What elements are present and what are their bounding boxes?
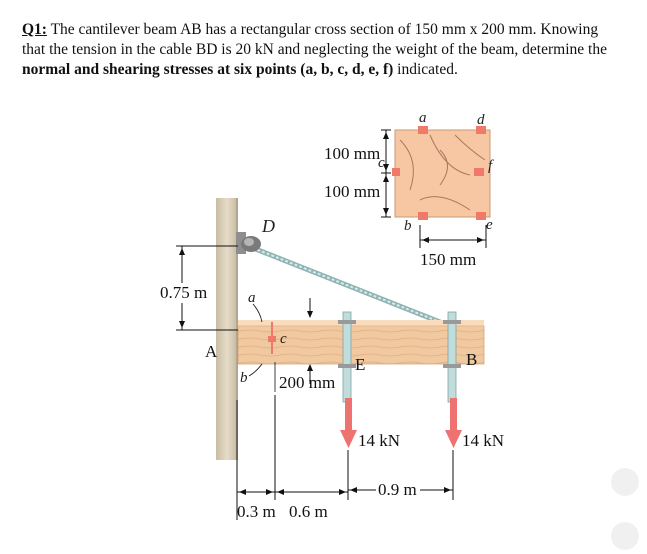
dim-03m: 0.3 m: [237, 502, 276, 521]
load-arrow-b: [445, 398, 462, 448]
marker-f: [474, 168, 484, 176]
dim-200mm: 200 mm: [279, 373, 336, 392]
point-c-label: c: [378, 155, 385, 171]
question-line2: that the tension in the cable BD is 20 kN and neglecting the weight of the beam, determine the: [22, 41, 607, 58]
load-b-label: 14 kN: [462, 431, 505, 450]
question-line1: The cantilever beam AB has a rectangular cross section of 150 mm x 200 mm. Knowing: [46, 21, 599, 38]
label-a: A: [205, 342, 218, 361]
point-a-label: a: [419, 110, 427, 126]
beam-point-a: a: [248, 290, 256, 306]
label-b: B: [466, 350, 478, 369]
marker-c: [392, 168, 400, 176]
section-width: 150 mm: [420, 250, 477, 269]
wall: [216, 198, 238, 460]
load-e-label: 14 kN: [358, 431, 401, 450]
section-dim-top: 100 mm: [324, 144, 381, 163]
point-f-label: f: [488, 158, 493, 174]
dim-06m: 0.6 m: [289, 502, 328, 521]
load-arrow-e: [340, 398, 357, 448]
question-line3-rest: indicated.: [393, 61, 458, 78]
marker-a: [418, 126, 428, 134]
point-e-label: e: [486, 217, 493, 233]
section-dim-bottom: 100 mm: [324, 182, 381, 201]
label-d: D: [262, 216, 275, 236]
cross-section: [324, 110, 494, 269]
point-d-label: d: [477, 112, 485, 128]
scroll-up-handle[interactable]: [611, 468, 639, 496]
beam-point-b: b: [240, 370, 248, 386]
scroll-down-handle[interactable]: [611, 522, 639, 550]
height-075: 0.75 m: [160, 283, 208, 302]
marker-e: [476, 212, 486, 220]
dim-09m: 0.9 m: [378, 480, 417, 499]
point-b-label: b: [404, 218, 412, 234]
question-label: Q1:: [22, 21, 47, 38]
marker-b: [418, 212, 428, 220]
label-e: E: [355, 355, 366, 374]
question-line3-bold: normal and shearing stresses at six points (a, b, c, d, e, f): [22, 61, 394, 78]
beam-point-c: c: [280, 331, 287, 347]
